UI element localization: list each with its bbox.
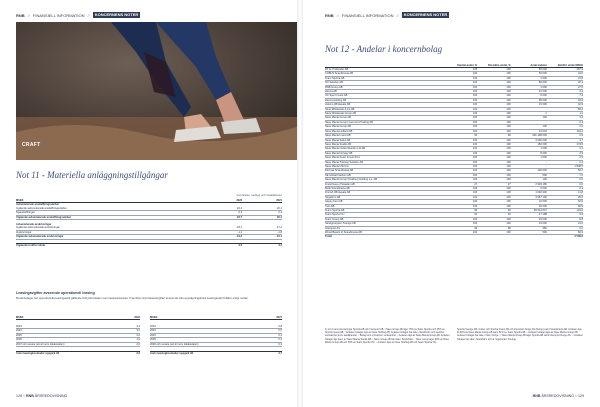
row-value: 100: [444, 107, 478, 111]
row-value: 1 848,5: [547, 164, 583, 168]
row-label: Nave Mania Norway AB: [325, 151, 444, 155]
lease-table-2021: [150, 316, 282, 355]
row-label: SO Sweden AB: [325, 81, 444, 85]
row-value: 30 000: [511, 204, 547, 208]
row-value: 62,9: [547, 200, 583, 204]
row-value: -19,1: [242, 235, 282, 239]
column-header: 2021: [256, 316, 282, 320]
footer-separator: //: [575, 394, 577, 398]
row-value: 15 000: [511, 103, 547, 107]
footer-brand: RNB: [26, 394, 34, 398]
row-value: 3,5: [202, 243, 242, 247]
row-value: 15 000: [511, 217, 547, 221]
row-value: 27,9: [547, 85, 583, 89]
row-value: 100: [477, 76, 511, 80]
row-label: 2026: [16, 338, 115, 342]
row-label: Hanna AB: [325, 90, 444, 94]
row-value: 0,1: [547, 147, 583, 151]
row-value: 100: [477, 94, 511, 98]
row-value: 94: [444, 213, 478, 217]
right-footer: [533, 394, 584, 398]
row-value: 100: [444, 191, 478, 195]
row-value: 20,0: [547, 195, 583, 199]
row-value: -: [511, 160, 547, 164]
row-value: 100: [444, 200, 478, 204]
column-header: MSEK: [16, 199, 202, 203]
row-value: 47 188: [511, 213, 547, 217]
row-label: Utgående bokfört värde: [16, 243, 202, 247]
row-value: -17,4: [242, 226, 282, 230]
row-label: 2027 och senare (ett år inom lokalavtalen): [16, 342, 115, 346]
row-value: 3,4: [115, 325, 140, 329]
row-label: Paxinas Scandinavia AB: [325, 169, 444, 173]
footer-text: ÅRSREDOVISNING: [34, 394, 68, 398]
row-value: 1 002 400: [511, 191, 547, 195]
row-label: 2022: [150, 325, 256, 329]
footer-text: ÅRSREDOVISNING: [541, 394, 574, 398]
row-label: 2023: [150, 329, 256, 333]
row-value: 0,0: [547, 182, 583, 186]
row-label: Jalomo Wholesale AB: [325, 103, 444, 107]
row-value: 90: [477, 134, 511, 138]
row-value: 100: [444, 147, 478, 151]
row-value: 100: [444, 90, 478, 94]
row-value: 0,5: [256, 329, 282, 333]
row-value: -: [511, 164, 547, 168]
row-value: -1,1: [202, 230, 242, 234]
row-label: Nave Mania Group AB: [325, 116, 444, 120]
row-value: 100: [477, 217, 511, 221]
row-value: 83,9: [547, 204, 583, 208]
table-row-final: [16, 243, 282, 247]
row-value: 100: [444, 204, 478, 208]
row-value: 100: [477, 107, 511, 111]
header-separator: //: [87, 12, 90, 18]
row-label: Nave Mania Group (Outdoor) Holding a.s. AB: [325, 178, 444, 182]
row-value: 100: [511, 125, 547, 129]
row-value: 2,6: [115, 342, 140, 346]
row-value: 143,0: [547, 209, 583, 213]
header-separator: //: [396, 12, 399, 18]
footer-brand: RNB: [532, 394, 541, 398]
row-value: 100: [477, 72, 511, 76]
row-value: 42,9: [547, 103, 583, 107]
row-label: Franchises of Sweden AB: [325, 182, 444, 186]
row-label: CUBUS Scandinavia AB: [325, 72, 444, 76]
row-label: 2025: [16, 333, 115, 337]
row-value: 2,9: [547, 156, 583, 160]
row-value: 24 000: [511, 222, 547, 226]
row-value: 3,2: [115, 329, 140, 333]
table-caption: Inventarier, verktyg och installationer: [236, 193, 282, 197]
row-value: 1 000: [511, 156, 547, 160]
row-value: 90: [444, 134, 478, 138]
footnotes-right: Sportia Sverige AB, Cubus och Sportia Invest AB och Intersport Norge AS (Norge) samt Scandinavia AB. Andelen ägs till 49% av Nave Mania Group AB samt 51% av Team Sportia AB. ⁹ Andelen bolaget ägs av Nave Mania Group AB. Andelen bolaget har säte i Oslo, Norge. ¹⁰ Nave Mania Group AB äger Sportia AB samt Intersport Norge AS. ¹¹ Andelen bolaget har säte i Stockholm och är registrerat i Sverige.: [457, 328, 583, 341]
header-section-active: KONCERNENS NOTER: [94, 12, 139, 17]
row-value: 0,0: [547, 178, 583, 182]
row-value: -1,8: [242, 230, 282, 234]
header-separator: //: [336, 12, 339, 18]
row-value: 11,8: [547, 191, 583, 195]
row-value: 3,4: [547, 116, 583, 120]
row-value: 100: [477, 142, 511, 146]
row-value: 3,2: [115, 333, 140, 337]
row-value: 100: [444, 164, 478, 168]
row-label: Nave Mania Group AB: [325, 125, 444, 129]
row-value: 100: [477, 129, 511, 133]
row-value: 100: [477, 169, 511, 173]
row-label: Finnish Wholesale AB: [325, 191, 444, 195]
row-value: 100: [444, 94, 478, 98]
row-label: Nave Mania USA Inc: [325, 164, 444, 168]
row-value: 100: [477, 156, 511, 160]
row-value: 1 000: [511, 147, 547, 151]
left-footer: [16, 394, 67, 398]
row-value: 100: [477, 103, 511, 107]
left-header: [16, 12, 297, 18]
row-value: 100: [477, 222, 511, 226]
row-value: 100: [444, 142, 478, 146]
row-value: -: [511, 120, 547, 124]
row-value: 94: [477, 213, 511, 217]
row-value: 100: [444, 125, 478, 129]
row-value: 100: [444, 68, 478, 72]
row-label: Sagaform AB: [325, 195, 444, 199]
row-label: RNB Group AB: [325, 85, 444, 89]
row-label: Avskrivningar: [16, 230, 202, 234]
row-value: 100: [444, 112, 478, 116]
row-value: 2,9: [547, 151, 583, 155]
row-value: 2 509,6: [547, 235, 583, 239]
header-section: FINANSIELL INFORMATION: [32, 12, 85, 18]
row-value: 3,4: [547, 90, 583, 94]
row-value: 0,2: [547, 125, 583, 129]
row-value: 100: [477, 204, 511, 208]
page-number: 129: [578, 394, 584, 398]
row-value: 100: [444, 160, 478, 164]
row-value: 2 993 180: [511, 182, 547, 186]
row-value: 22,1: [242, 207, 282, 211]
row-label: Sandgrouppen Sverige AB: [325, 222, 444, 226]
row-label: Årets leasingkostnader uppgick till: [16, 351, 115, 355]
row-label: Happy Feet AB: [325, 200, 444, 204]
column-header: Antal andelar: [511, 64, 547, 68]
row-value: 53,7: [547, 169, 583, 173]
column-header: MSEK: [16, 316, 115, 320]
row-value: 100: [444, 169, 478, 173]
lease-text: Moderbolaget har operationella leasingavtal gällande förhyrda lokaler som kassaredovisas. Framtida minimileaseavgifter avseende icke-uppsägningsbara leasingavtal förfaller enligt nedan.: [16, 296, 249, 300]
row-label: Team Sportia AB: [325, 209, 444, 213]
row-value: 100: [477, 138, 511, 142]
row-label: Nave Mania Group Invest and Trading AB: [325, 120, 444, 124]
row-value: 100: [444, 195, 478, 199]
row-label: Nave Mania Outlet Sweden Ltd AB: [325, 147, 444, 151]
row-value: 100: [444, 186, 478, 190]
row-value: 100: [477, 112, 511, 116]
row-value: 100: [477, 164, 511, 168]
row-value: 2: [511, 112, 547, 116]
row-value: 100: [444, 120, 478, 124]
row-value: 100: [444, 72, 478, 76]
footnotes-left: 1) Co-fo and orienteringar Sportia AB och Intersport AB. ² Nave Group AB äger 75% av Team Sportia och 25% av Sportia Invest AB. ³ Andelen bolaget ägs av Nave Holding AB. Andelen bolaget har säte i Stockholm och bedriver verksamhet inom detaljhandel. ⁴ Bolag som ej bedriver verksamhet. ⁵ Andelen ägs av Nave Mania Group AB. Andelen bolaget ägs även av Nave Mania Studio AB. ⁶ Nave Group AB har säte i Stockholm. ⁷ Nave Group äger 50% av Nave Mania Group AB och 50% av Team Sportia OÜ. ⁸ Andelen ägs av Nave Holding AB och Team Sportia OÜ.: [325, 328, 450, 344]
row-value: 100: [477, 85, 511, 89]
header-section: FINANSIELL INFORMATION: [341, 12, 394, 18]
row-value: 100: [444, 156, 478, 160]
row-value: 100: [511, 178, 547, 182]
group-title: Ackumulerade avskrivningar: [16, 223, 52, 227]
header-brand: RNB: [16, 12, 25, 18]
row-value: 44,0: [547, 72, 583, 76]
row-label: Nave Mania Soest Invest SCA: [325, 156, 444, 160]
group-title: Ackumulerade anskaffningsvärden: [16, 203, 60, 207]
row-value: 22,4: [242, 215, 282, 219]
row-label: 2023: [16, 325, 115, 329]
row-value: 4,7: [547, 138, 583, 142]
row-value: 100: [444, 138, 478, 142]
row-value: 100: [477, 186, 511, 190]
row-label: Totalt: [325, 235, 444, 239]
right-page: [303, 0, 600, 407]
row-value: 100: [477, 90, 511, 94]
row-value: -18,1: [202, 226, 242, 230]
row-label: Nyanskaffningar: [16, 211, 202, 215]
row-label: Team Group AB: [325, 217, 444, 221]
row-value: 80 000: [511, 68, 547, 72]
row-value: 100: [511, 116, 547, 120]
row-value: 100: [444, 76, 478, 80]
row-value: 100: [444, 81, 478, 85]
row-value: 100: [444, 98, 478, 102]
row-value: 500: [511, 173, 547, 177]
row-value: 8 000: [511, 151, 547, 155]
row-value: 291 498 000: [511, 134, 547, 138]
row-value: 100: [477, 120, 511, 124]
row-value: 7,0: [547, 173, 583, 177]
row-label: 2024: [16, 329, 115, 333]
row-value: 100: [444, 231, 478, 235]
row-value: 13,8: [547, 76, 583, 80]
row-value: 1,2: [547, 112, 583, 116]
row-value: 104,4: [547, 129, 583, 133]
row-value: 99: [444, 209, 478, 213]
row-value: 60,9: [547, 231, 583, 235]
lease-table-2022: [16, 316, 140, 355]
row-label: Nave Mania Holland AB: [325, 129, 444, 133]
row-value: 85 000: [511, 98, 547, 102]
row-label: Wood Basics of Scandinavia AB: [325, 231, 444, 235]
row-value: 100: [477, 68, 511, 72]
row-value: 150 000: [511, 142, 547, 146]
row-value: 100: [444, 178, 478, 182]
runner-photo: [16, 22, 297, 160]
row-label: 2025: [150, 338, 256, 342]
row-value: 100: [477, 200, 511, 204]
row-value: 0,2: [547, 160, 583, 164]
row-value: 8,1: [547, 186, 583, 190]
row-label: Nave Mania Invest AB: [325, 134, 444, 138]
runner-photo-illustration: [16, 22, 297, 160]
row-label: Ingående ackumulerade avskrivningar: [16, 226, 202, 230]
row-value: 350: [511, 226, 547, 230]
row-value: 0,4: [256, 333, 282, 337]
row-value: 1,9: [115, 338, 140, 342]
row-label: Årets leasingkostnader uppgick till: [150, 351, 256, 355]
row-value: 10 000: [511, 200, 547, 204]
assets-table: [16, 193, 282, 247]
row-value: 100: [477, 147, 511, 151]
row-value: 99: [477, 209, 511, 213]
row-value: 3,7: [256, 351, 282, 355]
row-value: 100: [477, 178, 511, 182]
row-value: 99: [477, 226, 511, 230]
row-value: 35 044 547: [511, 209, 547, 213]
row-value: 15 634: [511, 129, 547, 133]
row-value: 100: [477, 98, 511, 102]
row-value: 100: [444, 217, 478, 221]
row-label: Utgående ackumulerade avskrivningar: [16, 235, 202, 239]
column-header: 2021: [242, 199, 282, 203]
row-value: 0,3: [256, 342, 282, 346]
row-value: 27: [477, 182, 511, 186]
row-value: 100: [444, 85, 478, 89]
row-label: Utgående ackumulerade anskaffningsvärden: [16, 215, 202, 219]
row-label: Twin AB: [325, 204, 444, 208]
row-value: 174,5: [547, 142, 583, 146]
row-value: 100: [444, 103, 478, 107]
note-title: Not 11 - Materiella anläggningstillgångar: [16, 170, 168, 180]
row-value: 100: [477, 81, 511, 85]
row-label: Nave Mania Sales AB: [325, 138, 444, 142]
row-value: 0,3: [256, 338, 282, 342]
row-value: 83,4: [547, 107, 583, 111]
row-label: UC Sport Invest AB: [325, 94, 444, 98]
row-value: 100: [444, 222, 478, 226]
row-value: 100: [444, 129, 478, 133]
row-value: 100: [444, 151, 478, 155]
lease-heading: Leasingavgifter avseende operationell leasing: [16, 291, 95, 295]
row-value: 8 000: [511, 94, 547, 98]
footer-separator: //: [23, 394, 25, 398]
row-value: 0,3: [202, 211, 242, 215]
row-value: 467,9: [547, 68, 583, 72]
row-label: RT E. Profeinder AB: [325, 68, 444, 72]
column-header: MSEK: [150, 316, 256, 320]
row-value: 1 000: [511, 76, 547, 80]
table-row-total: [16, 351, 140, 355]
row-label: Intersport AS: [325, 226, 444, 230]
page-number: 128: [16, 394, 22, 398]
column-header: 2022: [202, 199, 242, 203]
row-value: -19,2: [202, 235, 242, 239]
row-value: 0,9: [547, 134, 583, 138]
row-value: 22,4: [202, 207, 242, 211]
row-label: 2026 och senare (ett år inom lokalavtalen): [150, 342, 256, 346]
row-label: SE Global Fashion AB: [325, 173, 444, 177]
row-value: 0,3: [242, 211, 282, 215]
header-section-active: KONCERNENS NOTER: [403, 12, 448, 17]
table-row-total: [150, 351, 282, 355]
row-label: Nave Wholesale Group AB: [325, 112, 444, 116]
row-value: 100 000: [511, 169, 547, 173]
row-value: 500: [511, 231, 547, 235]
row-value: 34,9: [547, 98, 583, 102]
row-label: Butik Scandinavia AB: [325, 186, 444, 190]
row-value: 100: [477, 160, 511, 164]
header-brand: RNB: [325, 12, 334, 18]
row-value: 3,2: [115, 351, 140, 355]
subsidiaries-table: [325, 64, 583, 239]
row-value: -: [511, 107, 547, 111]
row-value: 99: [444, 226, 478, 230]
column-header: 2022: [115, 316, 140, 320]
row-value: 3 967 100: [511, 195, 547, 199]
row-value: 3,4: [242, 243, 282, 247]
row-label: Ingående ackumulerade anskaffningsvärden: [16, 207, 202, 211]
row-value: 41,2: [547, 222, 583, 226]
row-value: 100: [477, 116, 511, 120]
row-value: 9,9: [547, 213, 583, 217]
row-value: 100: [477, 231, 511, 235]
right-header: [325, 12, 585, 18]
row-value: 0,3: [547, 120, 583, 124]
row-value: 3 000 000: [511, 138, 547, 142]
row-value: 1 000: [511, 85, 547, 89]
table-row-total: [325, 235, 583, 239]
note-title: Not 12 - Andelar i koncernbolag: [325, 44, 443, 54]
row-value: 0,8: [256, 325, 282, 329]
row-value: 22,1: [547, 81, 583, 85]
row-label: Team Sportia AB: [325, 76, 444, 80]
row-value: 22,7: [202, 215, 242, 219]
row-label: 2024: [150, 333, 256, 337]
column-header: Rösträtts-andel, %: [477, 64, 511, 68]
brand-logo: CRAFT: [22, 142, 41, 148]
row-value: 100: [477, 191, 511, 195]
row-value: 100: [477, 125, 511, 129]
left-page: [0, 0, 297, 407]
row-value: 27: [444, 182, 478, 186]
row-value: 100: [477, 173, 511, 177]
row-value: 100: [444, 116, 478, 120]
row-label: Hanna Holding AB: [325, 98, 444, 102]
row-value: 7,4: [547, 94, 583, 98]
row-label: Nave Wholesale & Co AB: [325, 107, 444, 111]
row-value: 80 000: [511, 81, 547, 85]
row-value: 50 000: [511, 72, 547, 76]
row-label: Nave Mania Studio AB: [325, 142, 444, 146]
row-value: 10 000: [511, 90, 547, 94]
row-label: Team Sporta OÜ: [325, 213, 444, 217]
row-value: 5 000: [511, 186, 547, 190]
column-header: Kapital-andel, %: [444, 64, 478, 68]
row-label: Nave Mania Training Sweden AB: [325, 160, 444, 164]
column-header: Bokfört värde MSEK: [547, 64, 583, 68]
row-value: 100: [477, 151, 511, 155]
header-separator: //: [27, 12, 30, 18]
row-value: 0,0: [547, 226, 583, 230]
row-value: 100: [477, 195, 511, 199]
row-value: 100: [444, 173, 478, 177]
row-value: 9,8: [547, 217, 583, 221]
